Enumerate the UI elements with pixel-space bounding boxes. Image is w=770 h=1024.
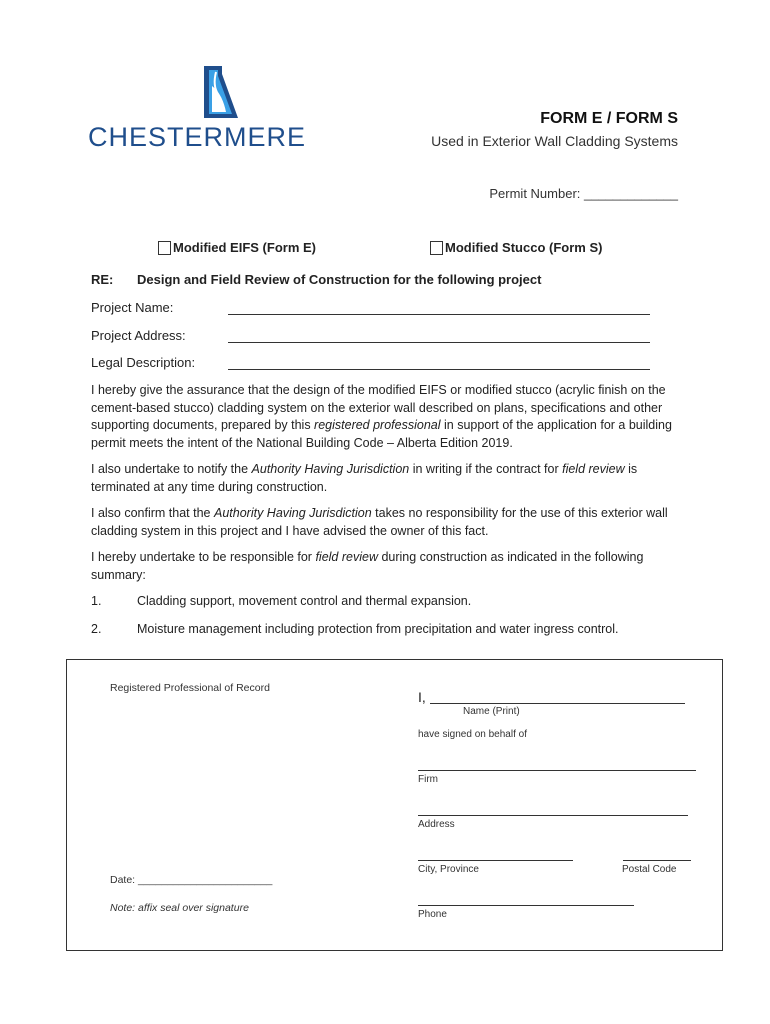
rpr-label: Registered Professional of Record <box>110 682 270 694</box>
sailboat-logo-icon <box>88 62 352 122</box>
name-print-field[interactable] <box>430 703 685 704</box>
postal-code-field[interactable] <box>623 860 691 861</box>
signed-behalf-label: have signed on behalf of <box>418 729 527 740</box>
form-title: FORM E / FORM S <box>540 110 678 127</box>
re-label: RE: <box>91 272 114 287</box>
notify-paragraph: I also undertake to notify the Authority Having Jurisdiction in writing if the contract for field review is terminated at any time during construction. <box>91 462 638 494</box>
firm-field[interactable] <box>418 770 696 771</box>
logo-wordmark: CHESTERMERE <box>88 122 307 152</box>
option-stucco[interactable] <box>430 240 602 255</box>
project-address-field[interactable] <box>228 342 650 343</box>
confirm-paragraph: I also confirm that the Authority Having Jurisdiction takes no responsibility for the use of this exterior wall cladding system in this project and I have advised the owner of this fact. <box>91 506 668 538</box>
project-name-field[interactable] <box>228 314 650 315</box>
option-eifs-label: Modified EIFS (Form E) <box>173 240 316 255</box>
address-label: Address <box>418 819 455 830</box>
re-heading: Design and Field Review of Construction for the following project <box>137 272 542 287</box>
name-print-label: Name (Print) <box>463 706 520 717</box>
checkbox-icon[interactable] <box>158 241 171 255</box>
list-item-number: 2. <box>91 622 102 636</box>
option-eifs[interactable] <box>158 240 316 255</box>
address-field[interactable] <box>418 815 688 816</box>
city-province-field[interactable] <box>418 860 573 861</box>
list-item: Moisture management including protection from precipitation and water ingress control. <box>137 622 619 636</box>
firm-label: Firm <box>418 774 438 785</box>
seal-note: Note: affix seal over signature <box>110 902 249 914</box>
phone-field[interactable] <box>418 905 634 906</box>
assurance-paragraph: I hereby give the assurance that the design of the modified EIFS or modified stucco (acrylic finish on the cement-based stucco) cladding system on the exterior wall described on plans, specifications and other supporting documents, prepared by this registered professional in support of the application for a building permit meets the intent of the National Building Code – Alberta Edition 2019. <box>91 383 672 450</box>
option-stucco-label: Modified Stucco (Form S) <box>445 240 603 255</box>
form-subtitle: Used in Exterior Wall Cladding Systems <box>431 133 678 149</box>
phone-label: Phone <box>418 909 447 920</box>
city-province-label: City, Province <box>418 864 479 875</box>
undertake-paragraph: I hereby undertake to be responsible for field review during construction as indicated in the following summary: <box>91 550 644 582</box>
list-item: Cladding support, movement control and thermal expansion. <box>137 594 472 608</box>
checkbox-icon[interactable] <box>430 241 443 255</box>
legal-description-label: Legal Description: <box>91 355 196 370</box>
postal-code-label: Postal Code <box>622 864 677 875</box>
project-address-label: Project Address: <box>91 328 186 343</box>
legal-description-field[interactable] <box>228 369 650 370</box>
project-name-label: Project Name: <box>91 300 174 315</box>
date-field[interactable]: Date: _______________________ <box>110 874 273 886</box>
list-item-number: 1. <box>91 594 102 608</box>
i-prefix: I, <box>418 689 426 705</box>
permit-number-field[interactable]: Permit Number: _____________ <box>489 186 678 201</box>
